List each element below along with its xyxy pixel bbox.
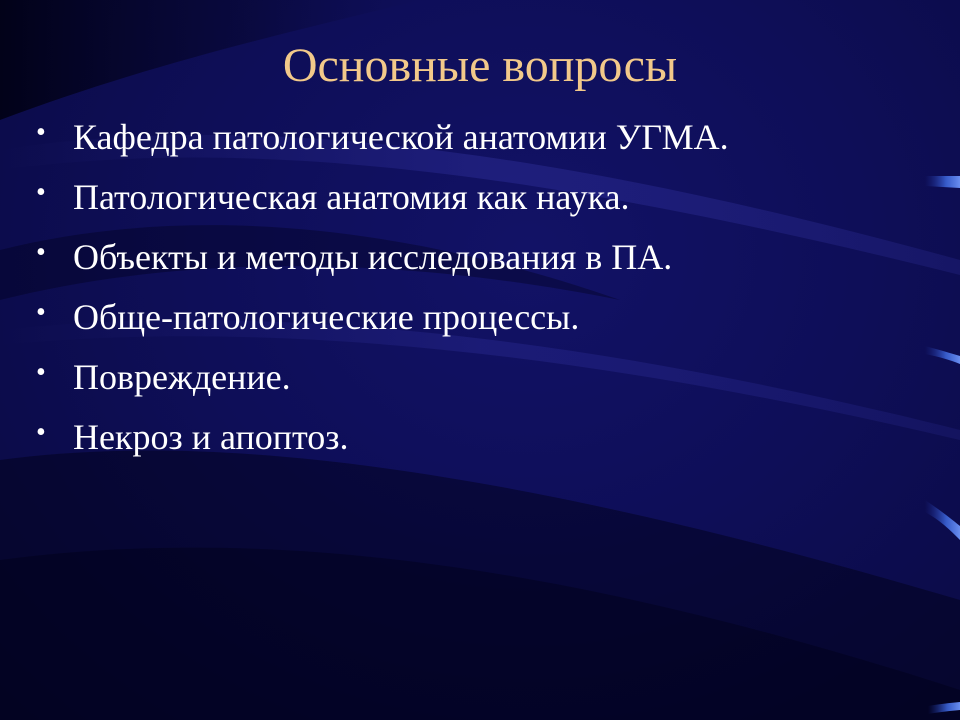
bullet-item xyxy=(36,408,896,468)
bullet-text: Кафедра патологической анатомии УГМА. xyxy=(73,117,729,157)
bullet-text: Некроз и апоптоз. xyxy=(73,417,349,457)
bullet-item xyxy=(36,348,896,408)
bullet-icon: • xyxy=(36,177,46,208)
bullet-icon: • xyxy=(36,357,46,388)
bullet-icon: • xyxy=(36,117,46,148)
bullet-text: Объекты и методы исследования в ПА. xyxy=(73,237,673,277)
slide-title: Основные вопросы xyxy=(282,39,678,92)
bullet-text: Патологическая анатомия как наука. xyxy=(73,177,630,217)
bullet-icon: • xyxy=(36,237,46,268)
bullet-item xyxy=(36,228,896,288)
bullet-icon: • xyxy=(36,417,46,448)
bullet-item xyxy=(36,108,896,168)
bullet-text: Обще-патологические процессы. xyxy=(73,297,580,337)
bullet-item xyxy=(36,288,896,348)
bullet-icon: • xyxy=(36,297,46,328)
bullet-list xyxy=(36,108,896,468)
bullet-text: Повреждение. xyxy=(73,357,291,397)
bullet-item xyxy=(36,168,896,228)
